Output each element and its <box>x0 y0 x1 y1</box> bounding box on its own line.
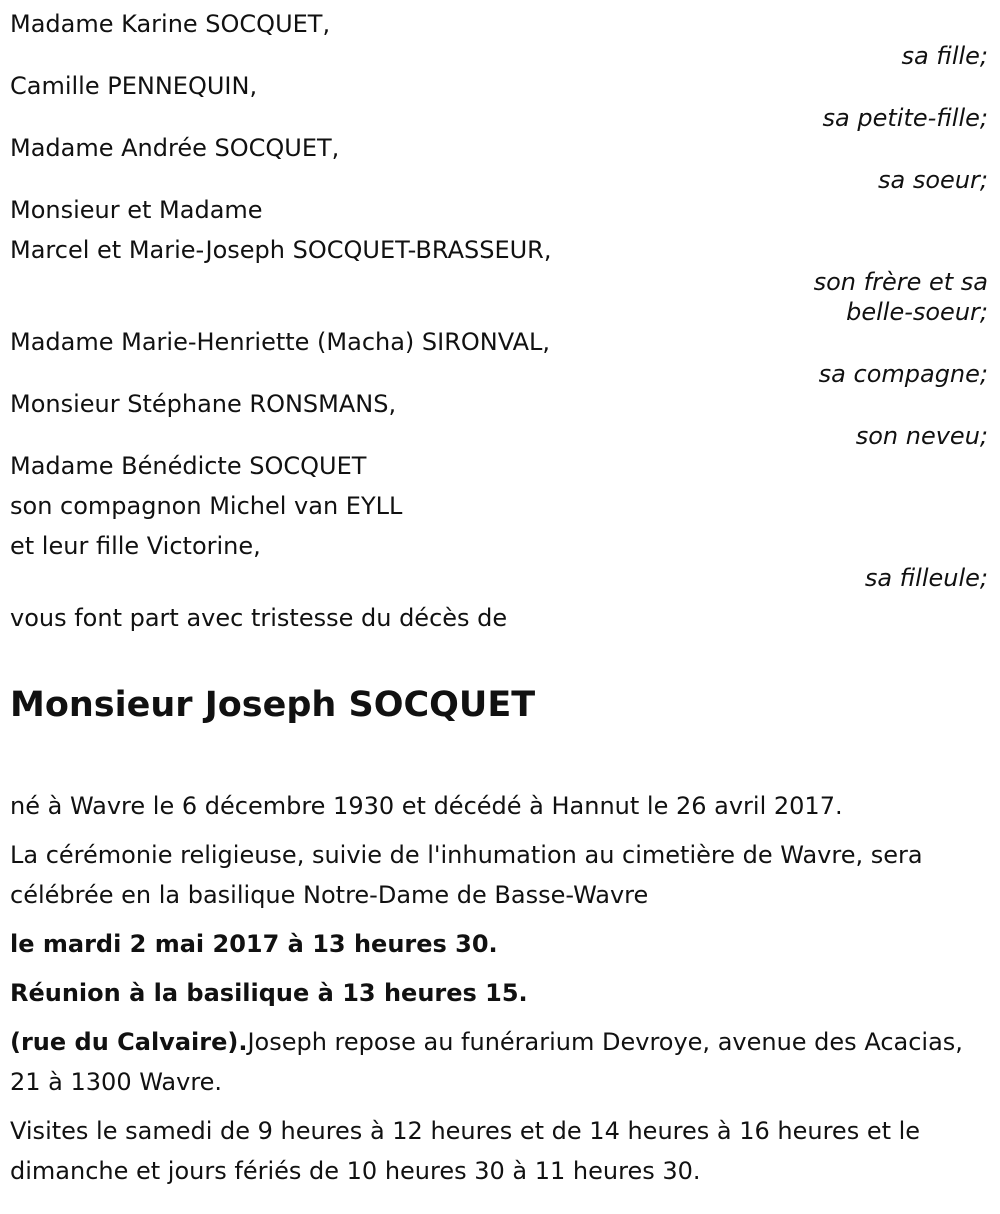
meeting-time: Réunion à la basilique à 13 heures 15. <box>10 979 528 1007</box>
family-name-line: et leur fille Victorine, <box>10 532 261 560</box>
announcement-intro: vous font part avec tristesse du décès de <box>10 604 508 632</box>
family-relation: sa soeur; <box>878 166 988 194</box>
birth-death-text: né à Wavre le 6 décembre 1930 et décédé à Hannut le 26 avril 2017. <box>10 792 843 820</box>
visits-text: Visites le samedi de 9 heures à 12 heures et de 14 heures à 16 heures et le dimanche et jours fériés de 10 heures 30 à 11 heures 30. <box>10 1117 921 1185</box>
family-relation: son neveu; <box>855 422 988 450</box>
family-name-line: son compagnon Michel van EYLL <box>10 492 403 520</box>
family-name-line: Madame Andrée SOCQUET, <box>10 134 340 162</box>
street-name: (rue du Calvaire). <box>10 1028 248 1056</box>
family-relation: sa compagne; <box>818 360 988 388</box>
family-name-line: Monsieur Stéphane RONSMANS, <box>10 390 397 418</box>
deceased-name: Monsieur Joseph SOCQUET <box>10 685 536 725</box>
family-name-line: Madame Bénédicte SOCQUET <box>10 452 367 480</box>
family-relation: son frère et sa <box>813 268 988 296</box>
family-relation: sa petite-fille; <box>822 104 988 132</box>
family-name-line: Marcel et Marie-Joseph SOCQUET-BRASSEUR, <box>10 236 552 264</box>
family-name-line: Monsieur et Madame <box>10 196 263 224</box>
family-name-line: Madame Marie-Henriette (Macha) SIRONVAL, <box>10 328 551 356</box>
ceremony-text: La cérémonie religieuse, suivie de l'inhumation au cimetière de Wavre, sera célébrée en la basilique Notre-Dame de Basse-Wavre <box>10 841 923 909</box>
funerarium-paragraph <box>10 1022 988 1102</box>
family-entry <box>10 446 988 598</box>
family-relation: sa fille; <box>901 42 988 70</box>
family-relation: belle-soeur; <box>846 298 988 326</box>
family-entry <box>10 190 988 332</box>
family-relation: sa filleule; <box>864 564 988 592</box>
funerarium-text: Joseph repose au funérarium Devroye, avenue des Acacias, 21 à 1300 Wavre. <box>10 1028 963 1096</box>
family-name-line: Madame Karine SOCQUET, <box>10 10 331 38</box>
ceremony-date: le mardi 2 mai 2017 à 13 heures 30. <box>10 930 498 958</box>
family-name-line: Camille PENNEQUIN, <box>10 72 258 100</box>
